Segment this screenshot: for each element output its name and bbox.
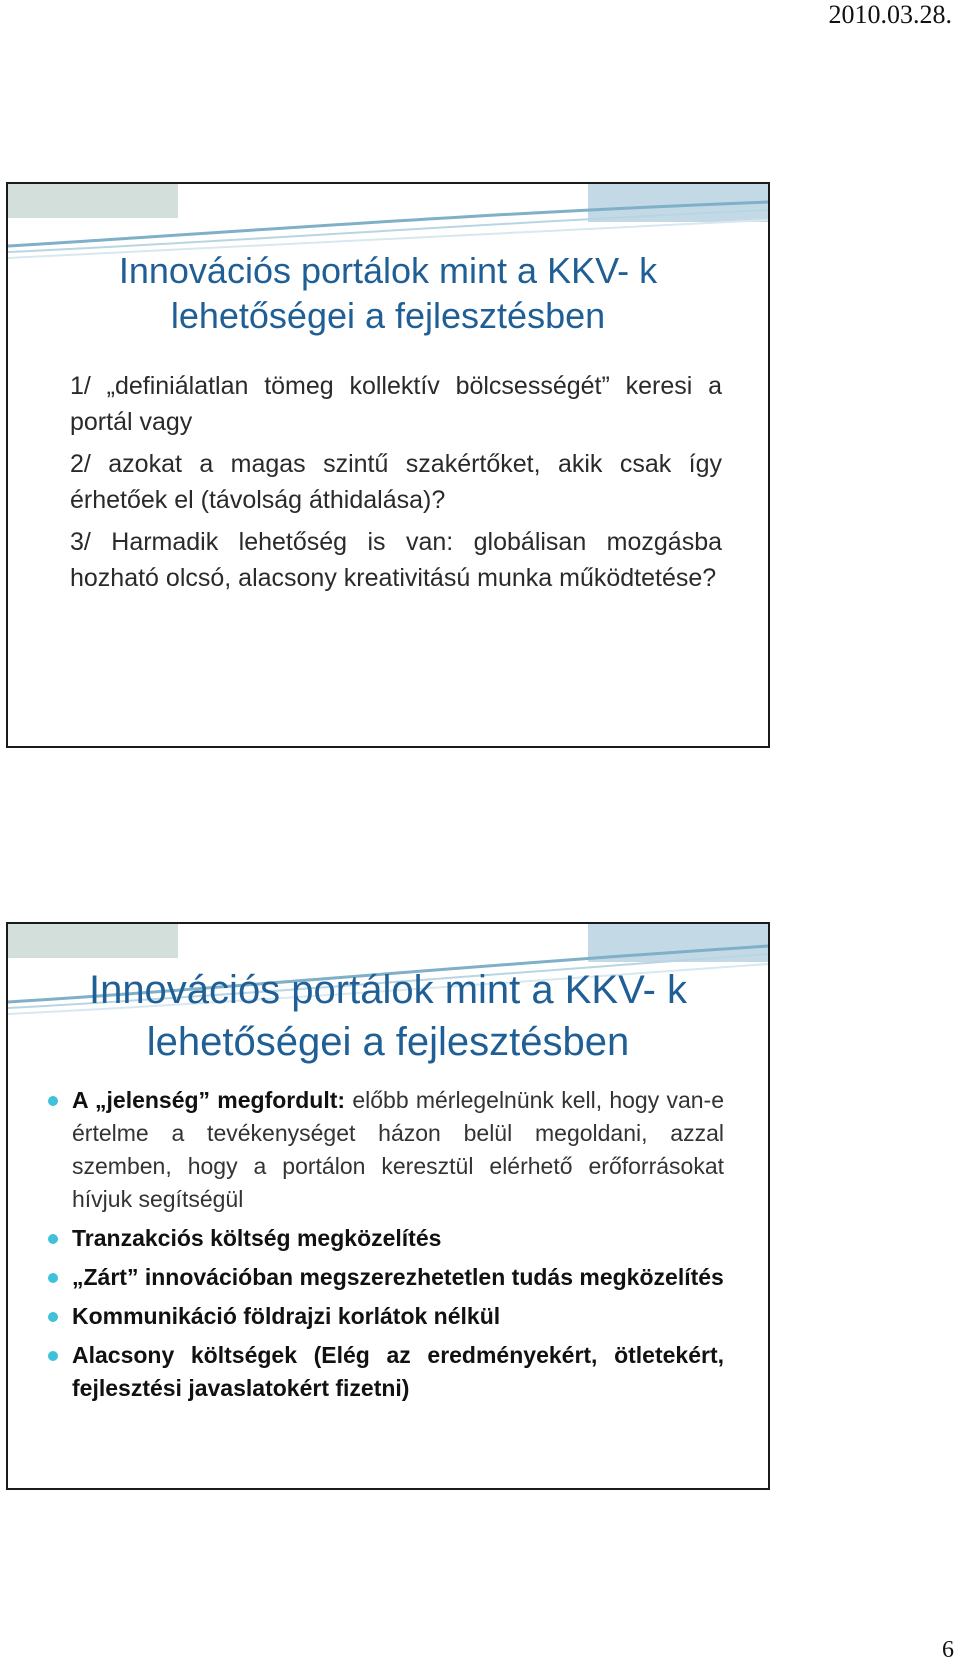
slide-1-body xyxy=(70,368,722,596)
bullet-bold-text: Kommunikáció földrajzi korlátok nélkül xyxy=(72,1303,501,1329)
bullet-icon xyxy=(48,1096,58,1106)
slide-1-title-line-1: Innovációs portálok mint a KKV- k xyxy=(118,250,658,291)
list-item xyxy=(48,1222,724,1255)
bullet-bold-text: Alacsony költségek (Elég az eredményekért, ötletekért, fejlesztési javaslatokért fizetni) xyxy=(72,1342,724,1401)
bullet-bold-text: Tranzakciós költség megközelítés xyxy=(72,1225,442,1251)
bullet-bold-text: „Zárt” innovációban megszerezhetetlen tudás megközelítés xyxy=(72,1264,724,1290)
bullet-bold-text: A „jelenség” megfordult: xyxy=(72,1087,346,1113)
slide-2 xyxy=(6,922,770,1490)
list-item xyxy=(48,1261,724,1294)
slide-1-paragraph: 2/ azokat a magas szintű szakértőket, akik csak így érhetőek el (távolság áthidalása)? xyxy=(70,450,722,514)
slide-1-title xyxy=(8,248,768,338)
slide-1-paragraph: 3/ Harmadik lehetőség is van: globálisan mozgásba hozható olcsó, alacsony kreativitású munka működtetése? xyxy=(70,528,722,592)
slide-2-title-line-1: Innovációs portálok mint a KKV- k xyxy=(88,968,688,1012)
list-item xyxy=(48,1339,724,1405)
slide-1-paragraph: 1/ „definiálatlan tömeg kollektív bölcsességét” keresi a portál vagy xyxy=(70,372,722,436)
bullet-normal-text: előbb mérlegelnünk kell, hogy van-e értelme a tevékenységet házon belül megoldani, azzal szemben, hogy a portálon keresztül elérhető erőforrásokat hívjuk segítségül xyxy=(72,1087,725,1212)
bullet-icon xyxy=(48,1273,58,1283)
list-item xyxy=(48,1300,724,1333)
page-number: 6 xyxy=(942,1637,954,1663)
slide-1-title-line-2: lehetőségei a fejlesztésben xyxy=(170,295,606,336)
slide-1 xyxy=(6,182,770,748)
list-item xyxy=(48,1084,724,1216)
slide-2-title-line-2: lehetőségei a fejlesztésben xyxy=(146,1020,630,1064)
bullet-icon xyxy=(48,1351,58,1361)
bullet-icon xyxy=(48,1312,58,1322)
bullet-icon xyxy=(48,1234,58,1244)
slide-2-bullet-list xyxy=(48,1084,724,1405)
page-date: 2010.03.28. xyxy=(828,0,952,29)
slide-2-title xyxy=(8,964,768,1068)
